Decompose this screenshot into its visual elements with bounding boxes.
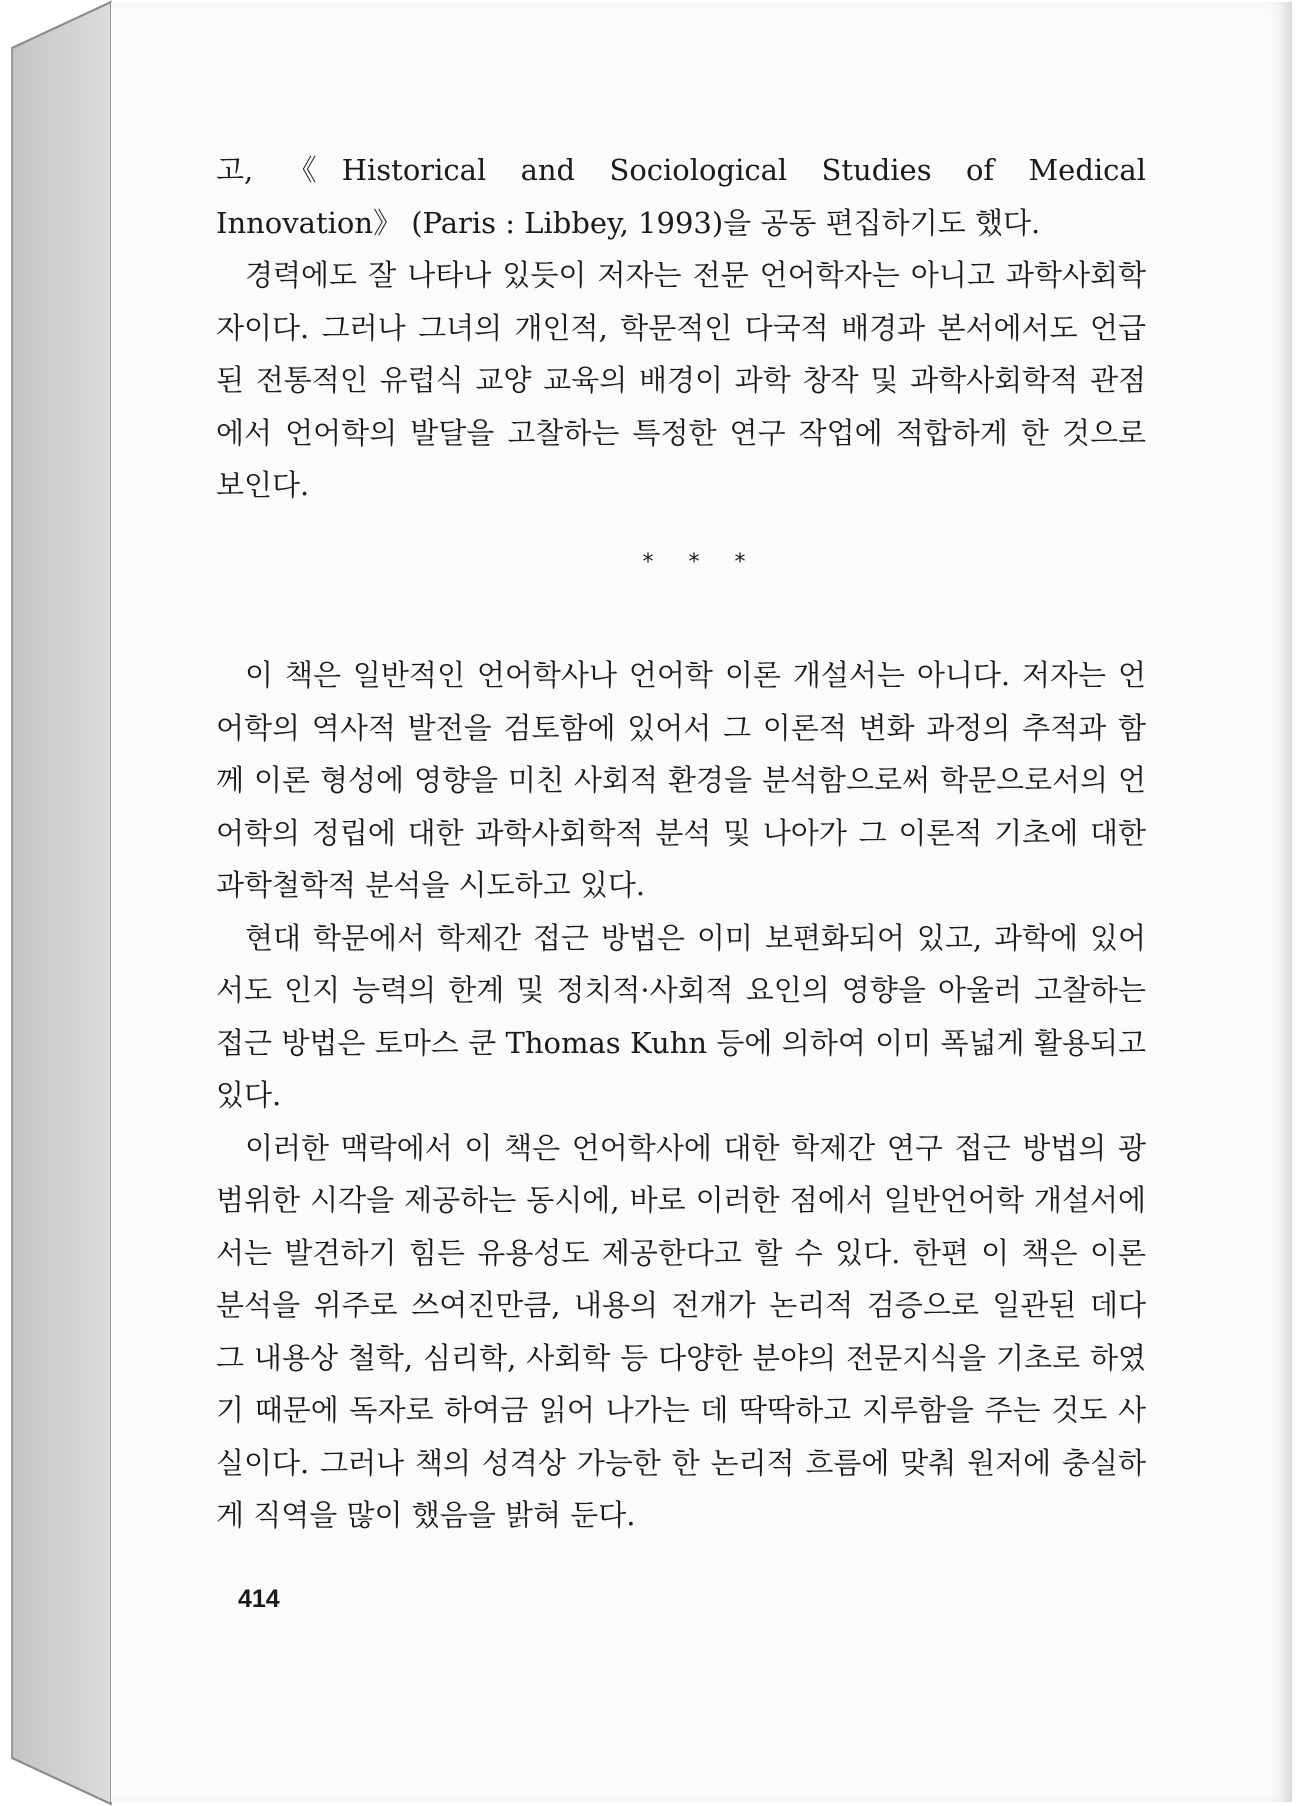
book-page xyxy=(111,2,1292,1802)
spine-face xyxy=(12,2,111,1804)
section-break: * * * xyxy=(642,550,760,575)
page-number: 414 xyxy=(238,1585,280,1613)
paragraph: 현대 학문에서 학제간 접근 방법은 이미 보편화되어 있고, 과학에 있어서도 인지 능력의 한계 및 정치적·사회적 요인의 영향을 아울러 고찰하는 접근 방법은 토마스 쿤 Thomas Kuhn 등에 의하여 이미 폭넓게 활용되고 있다. xyxy=(216,920,1146,1112)
paragraph: 경력에도 잘 나타나 있듯이 저자는 전문 언어학자는 아니고 과학사회학자이다. 그러나 그녀의 개인적, 학문적인 다국적 배경과 본서에서도 언급된 전통적인 유럽식 교양 교육의 배경이 과학 창작 및 과학사회학적 관점에서 언어학의 발달을 고찰하는 특정한 연구 작업에 적합하게 한 것으로 보인다. xyxy=(216,258,1146,502)
paragraph: 고, 《Historical and Sociological Studies of Medical Innovation》 (Paris : Libbey, 1993)을 공동 편집하기도 했다. xyxy=(216,153,1146,240)
paragraph: 이러한 맥락에서 이 책은 언어학사에 대한 학제간 연구 접근 방법의 광범위한 시각을 제공하는 동시에, 바로 이러한 점에서 일반언어학 개설서에서는 발견하기 힘든 유용성도 제공한다고 할 수 있다. 한편 이 책은 이론 분석을 위주로 쓰여진만큼, 내용의 전개가 논리적 검증으로 일관된 데다 그 내용상 철학, 심리학, 사회학 등 다양한 분야의 전문지식을 기초로 하였기 때문에 독자로 하여금 읽어 나가는 데 딱딱하고 지루함을 주는 것도 사실이다. 그러나 책의 성격상 가능한 한 논리적 흐름에 맞춰 원저에 충실하게 직역을 많이 했음을 밝혀 둔다. xyxy=(216,1130,1146,1532)
bottom-text-block xyxy=(216,649,1146,1542)
paragraph: 이 책은 일반적인 언어학사나 언어학 이론 개설서는 아니다. 저자는 언어학의 역사적 발전을 검토함에 있어서 그 이론적 변화 과정의 추적과 함께 이론 형성에 영향을 미친 사회적 환경을 분석함으로써 학문으로서의 언어학의 정립에 대한 과학사회학적 분석 및 나아가 그 이론적 기초에 대한 과학철학적 분석을 시도하고 있다. xyxy=(216,658,1146,902)
top-text-block xyxy=(216,144,1146,512)
